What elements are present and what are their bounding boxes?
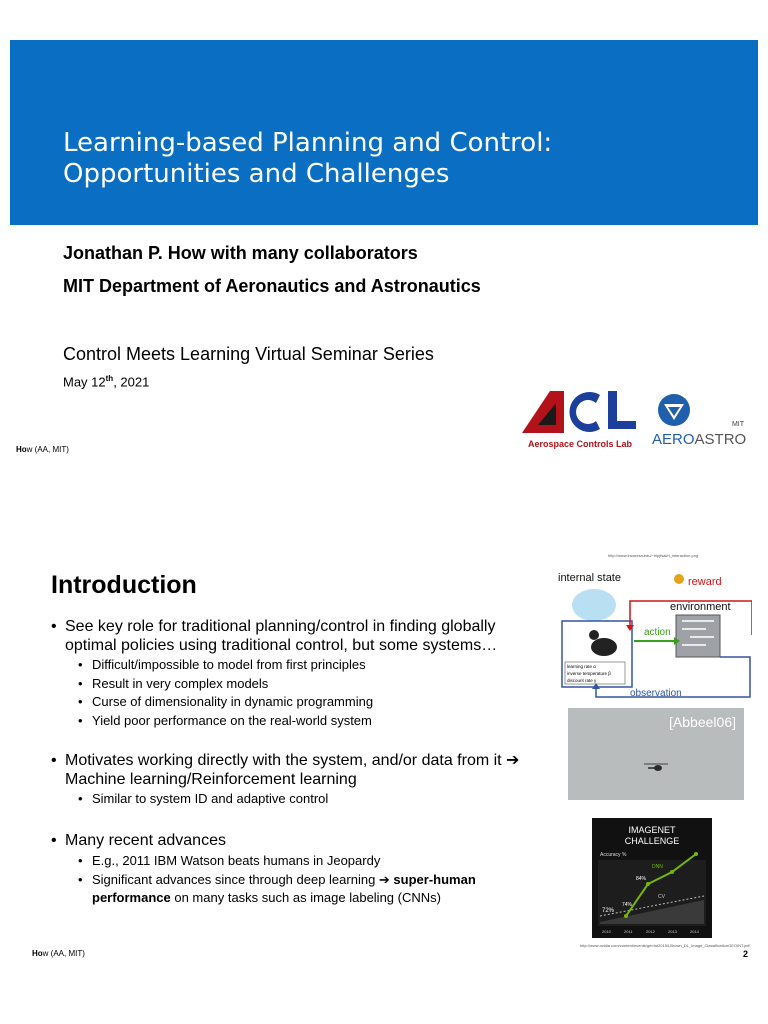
sub-bullet-item [78, 871, 528, 908]
param-label: discount rate γ [567, 678, 597, 683]
photo-citation: [Abbeel06] [669, 714, 736, 730]
page-number: 2 [742, 949, 748, 959]
aeroastro-logo [650, 390, 750, 450]
astro-text: ASTRO [694, 431, 747, 448]
rat-icon [591, 638, 617, 656]
imagenet-title-1: IMAGENET [628, 825, 676, 835]
title-line-1: Learning-based Planning and Control: [63, 128, 553, 158]
sub-bullet-list-1 [78, 656, 538, 730]
data-point [646, 882, 650, 886]
footer-bold: Ho [16, 445, 27, 454]
year-label: 2012 [646, 929, 655, 934]
slide-heading: Introduction [51, 571, 197, 599]
sub-bullet-item: • Yield poor performance on the real-world system [78, 712, 538, 731]
helicopter-icon [644, 760, 668, 774]
bullet-item: • Motivates working directly with the system, and/or data from it ➔ Machine learning/Reinforcement learning [51, 751, 541, 789]
footer-bold: Ho [32, 949, 43, 958]
data-point [670, 870, 674, 874]
aero-text: AERO [652, 431, 695, 448]
acl-caption: Aerospace Controls Lab [527, 439, 633, 449]
action-label: action [644, 627, 671, 638]
thought-cloud-icon [572, 589, 616, 621]
text-segment: on many tasks such as image labeling (CNNs) [170, 890, 441, 905]
sub-bullet-item: • E.g., 2011 IBM Watson beats humans in Jeopardy [78, 852, 528, 871]
dnn-label: DNN [652, 864, 663, 870]
helicopter-photo [568, 708, 744, 800]
param-label: inverse temperature β [567, 671, 611, 676]
sub-bullet-list-2 [78, 790, 538, 809]
sub-bullet-list-3 [78, 852, 528, 908]
title-banner [10, 40, 758, 225]
internal-state-label: internal state [558, 572, 621, 584]
emphasis-text: super-human performance [92, 871, 476, 905]
seminar-series: Control Meets Learning Virtual Seminar Series [63, 344, 434, 364]
department: MIT Department of Aeronautics and Astronautics [63, 276, 481, 296]
presentation-date [63, 374, 149, 389]
author-name: Jonathan P. How with many collaborators [63, 243, 418, 263]
date-year: , 2021 [113, 374, 150, 390]
diagram-source-url: http://www.incaresa.edu/~hipjfsal/rl_interaction.png [608, 553, 699, 558]
sub-bullet-item: • Result in very complex models [78, 675, 538, 694]
sub-bullet-item: • Curse of dimensionality in dynamic programming [78, 693, 538, 712]
footer-rest: w (AA, MIT) [26, 445, 69, 454]
bullet-list-3 [51, 831, 541, 850]
data-point [624, 914, 628, 918]
observation-label: observation [630, 688, 682, 699]
rl-interaction-diagram [556, 565, 752, 703]
mit-label: MIT [731, 421, 744, 428]
bullet-list-1 [51, 617, 541, 655]
date-suffix: th [105, 374, 114, 383]
text-segment: Significant advances since through deep learning ➔ [92, 871, 394, 887]
environment-label: environment [670, 601, 731, 613]
slide2-footer [32, 949, 85, 958]
sub-bullet-item: • Similar to system ID and adaptive control [78, 790, 538, 809]
date-month: May 12 [63, 374, 106, 390]
point-label: 84% [636, 876, 647, 882]
sub-bullet-item: • Difficult/impossible to model from first principles [78, 656, 538, 675]
svg-text:AEROASTRO [652, 431, 746, 448]
accuracy-axis-label: Accuracy % [600, 852, 627, 858]
reward-label: reward [688, 576, 722, 588]
title-slide [10, 40, 758, 470]
introduction-slide [10, 545, 758, 965]
bullet-item: • Many recent advances [51, 831, 541, 850]
year-label: 2013 [668, 929, 677, 934]
acl-logo [518, 385, 643, 453]
cv-label: CV [658, 894, 665, 900]
year-label: 2010 [602, 929, 611, 934]
bullet-list-2 [51, 751, 541, 789]
title-line-2: Opportunities and Challenges [63, 159, 450, 189]
slide-title [63, 128, 552, 190]
bullet-item: • See key role for traditional planning/control in finding globally optimal policies using traditional control, but some systems… [51, 617, 541, 655]
reward-figure-icon [674, 574, 684, 584]
point-label: 72% [602, 908, 615, 914]
slide1-footer [16, 445, 69, 454]
imagenet-chart [592, 818, 712, 938]
data-point [694, 852, 698, 856]
footer-rest: w (AA, MIT) [42, 949, 85, 958]
year-label: 2011 [624, 929, 633, 934]
imagenet-title-2: CHALLENGE [624, 836, 680, 846]
year-label: 2014 [690, 929, 699, 934]
param-label: learning rate α [567, 664, 596, 669]
point-label: 74% [622, 902, 633, 908]
chart-source-url: http://www.nvidia.com/content/events/geoInt2015/LBrown_DL_Image_ClassificationGEOINT.pdf [580, 943, 750, 948]
